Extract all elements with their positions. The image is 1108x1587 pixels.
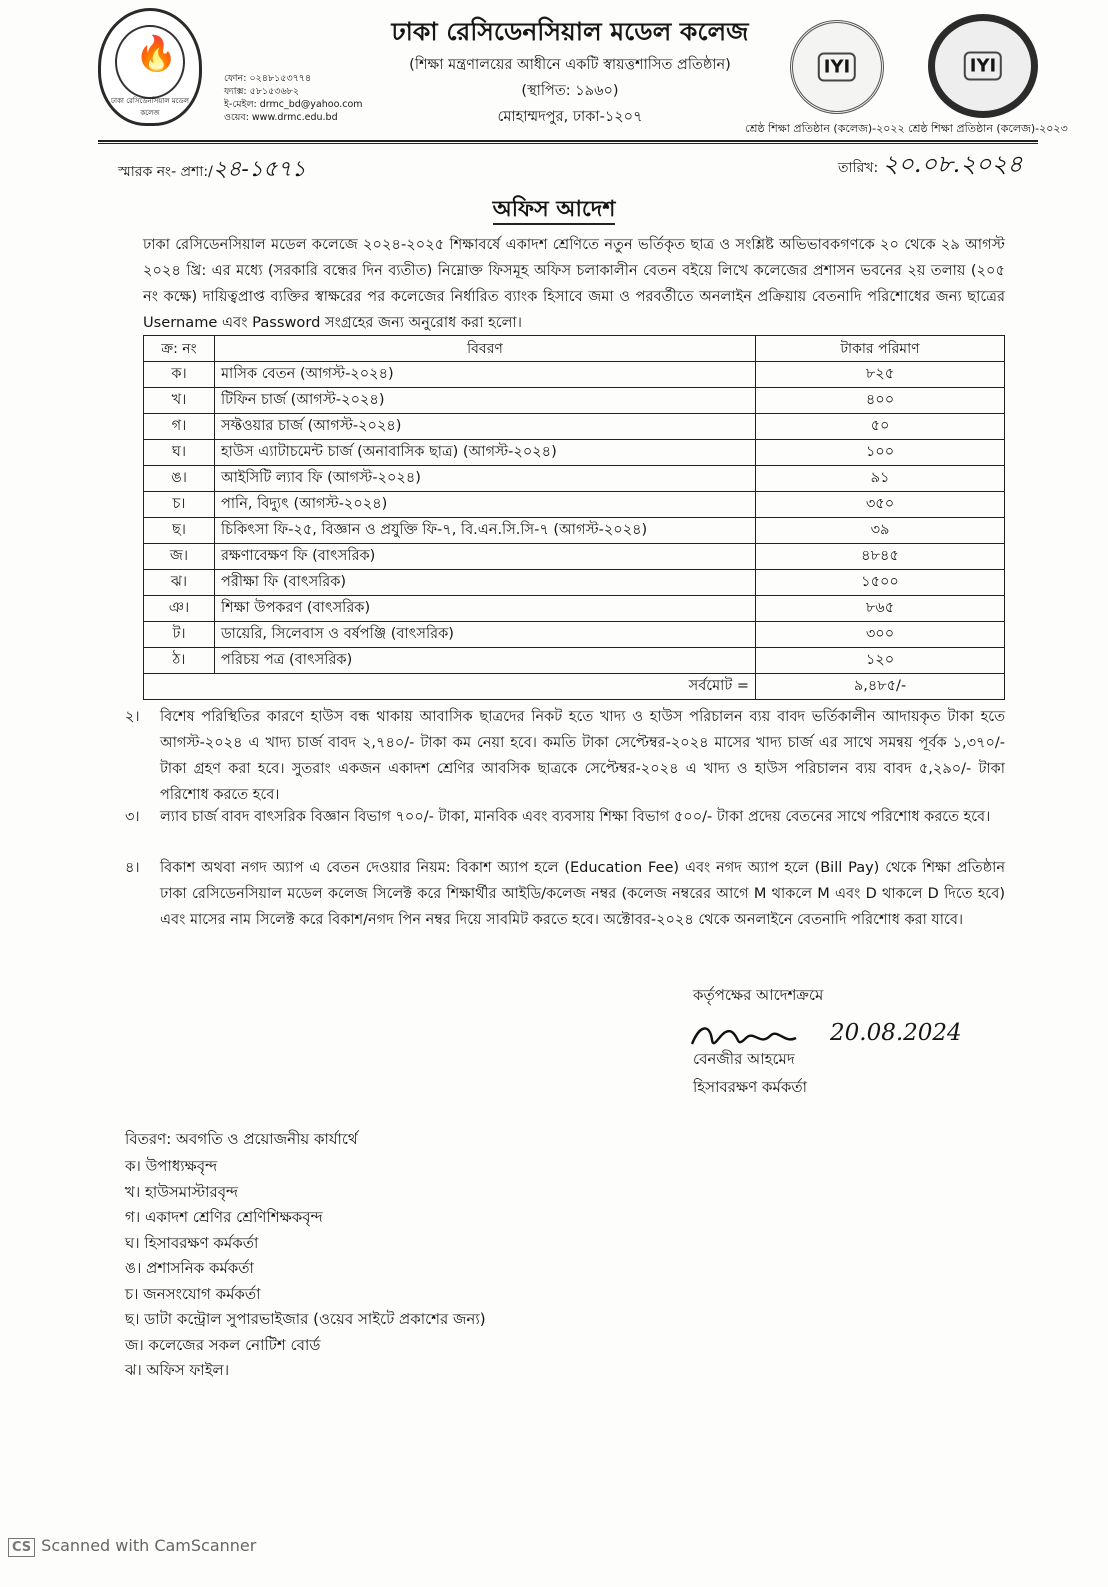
distribution-item: জ। কলেজের সকল নোটিশ বোর্ড: [125, 1335, 321, 1354]
fee-amount: ১০০: [756, 440, 1005, 466]
intro-paragraph: ঢাকা রেসিডেনসিয়াল মডেল কলেজে ২০২৪-২০২৫ শিক্ষাবর্ষে একাদশ শ্রেণিতে নতুন ভর্তিকৃত ছাত্র ও সংশ্লিষ্ট অভিভাবকগণকে ২০ থেকে ২৯ আগস্ট ২০২৪ খ্রি: এর মধ্যে (সরকারি বন্ধের দিন ব্যতীত) নিম্নোক্ত ফিসমূহ অফিস চলাকালীন বেতন বইয়ে লিখে কলেজের প্রশাসন ভবনের ২য় তলায় (২০৫ নং কক্ষে) দায়িত্বপ্রাপ্ত ব্যক্তির স্বাক্ষরের পর কলেজের নির্ধারিত ব্যাংক হিসাবে জমা ও পরবর্তীতে অনলাইন প্রক্রিয়ায় বেতনাদি পরিশোধের জন্য ছাত্রের Username এবং Password সংগ্রহের জন্য অনুরোধ করা হলো।: [143, 236, 1005, 331]
col-serial: ক্র: নং: [144, 336, 215, 362]
distribution-item: ছ। ডাটা কন্ট্রোল সুপারভাইজার (ওয়েব সাইটে প্রকাশের জন্য): [125, 1310, 486, 1328]
signature-date: 20.08.2024: [830, 1020, 962, 1046]
paragraph-number: ৩।: [125, 809, 140, 825]
fee-serial: ঙ।: [144, 466, 215, 492]
distribution-item: ঘ। হিসাবরক্ষণ কর্মকর্তা: [125, 1233, 259, 1252]
fee-description: পরীক্ষা ফি (বাৎসরিক): [215, 570, 756, 596]
fee-amount: ১৫০০: [756, 570, 1005, 596]
paragraph-number: ৪।: [125, 860, 140, 876]
by-order-text: কর্তৃপক্ষের আদেশক্রমে: [693, 986, 824, 1004]
fee-description: চিকিৎসা ফি-২৫, বিজ্ঞান ও প্রযুক্তি ফি-৭, বি.এন.সি.সি-৭ (আগস্ট-২০২৪): [215, 518, 756, 544]
fee-serial: গ।: [144, 414, 215, 440]
college-subtitle: (শিক্ষা মন্ত্রণালয়ের আধীনে একটি স্বায়ত্তশাসিত প্রতিষ্ঠান): [409, 57, 731, 73]
fee-amount: ৯১: [756, 466, 1005, 492]
distribution-item: খ। হাউসমাস্টারবৃন্দ: [125, 1182, 239, 1201]
contact-web: ওয়েব: www.drmc.edu.bd: [224, 112, 338, 123]
fee-row: [144, 648, 1005, 674]
memo-number: ২৪-১৫৭১: [212, 157, 306, 182]
fee-serial: ছ।: [144, 518, 215, 544]
fee-table-header: [144, 336, 1005, 362]
signer-designation: হিসাবরক্ষণ কর্মকর্তা: [693, 1078, 807, 1096]
established-year: (স্থাপিত: ১৯৬০): [521, 83, 619, 99]
fee-serial: ঘ।: [144, 440, 215, 466]
fee-serial: চ।: [144, 492, 215, 518]
col-description: বিবরণ: [215, 336, 756, 362]
award-caption-2022: শ্রেষ্ঠ শিক্ষা প্রতিষ্ঠান (কলেজ)-২০২২: [745, 122, 905, 135]
fee-amount: ৮২৫: [756, 362, 1005, 388]
header-divider-thin: [98, 143, 1038, 144]
fee-description: আইসিটি ল্যাব ফি (আগস্ট-২০২৪): [215, 466, 756, 492]
fee-row: [144, 596, 1005, 622]
distribution-item: ক। উপাধ্যক্ষবৃন্দ: [125, 1157, 218, 1175]
total-amount: ৯,৪৮৫/-: [756, 674, 1005, 700]
fee-table: [143, 335, 1005, 700]
fee-description: শিক্ষা উপকরণ (বাৎসরিক): [215, 596, 756, 622]
paragraph-text: ল্যাব চার্জ বাবদ বাৎসরিক বিজ্ঞান বিভাগ ৭০০/- টাকা, মানবিক এবং ব্যবসায় শিক্ষা বিভাগ ৫০০/- টাকা প্রদেয় বেতনের সাথে পরিশোধ করতে হবে।: [160, 809, 991, 825]
paragraph-number: ২।: [125, 709, 140, 725]
scanner-watermark: [8, 1536, 256, 1557]
fee-description: ডায়েরি, সিলেবাস ও বর্ষপঞ্জি (বাৎসরিক): [215, 622, 756, 648]
fee-serial: ক।: [144, 362, 215, 388]
college-address: মোহাম্মদপুর, ঢাকা-১২০৭: [497, 109, 643, 125]
contact-email: ই-মেইল: drmc_bd@yahoo.com: [224, 99, 363, 110]
fee-row: [144, 544, 1005, 570]
fee-description: টিফিন চার্জ (আগস্ট-২০২৪): [215, 388, 756, 414]
fee-row: [144, 414, 1005, 440]
fee-description: মাসিক বেতন (আগস্ট-২০২৪): [215, 362, 756, 388]
memo-date: [838, 146, 1023, 186]
fee-row: [144, 492, 1005, 518]
fee-row: [144, 388, 1005, 414]
fee-total-row: [144, 674, 1005, 700]
paragraph-text: বিশেষ পরিস্থিতির কারণে হাউস বন্ধ থাকায় আবাসিক ছাত্রদের নিকট হতে খাদ্য ও হাউস পরিচালন ব্যয় বাবদ ভর্তিকালীন আদায়কৃত টাকা হতে আগস্ট-২০২৪ এ খাদ্য চার্জ বাবদ ২,৭৪০/- টাকা কম নেয়া হবে। কমতি টাকা সেপ্টেম্বর-২০২৪ মাসের খাদ্য চার্জ এর সাথে সমন্বয় পূর্বক ১,৩৭০/- টাকা গ্রহণ করা হবে। সুতরাং একজন একাদশ শ্রেণির আবসিক ছাত্রকে সেপ্টেম্বর-২০২৪ এ খাদ্য ও হাউস পরিচালন ব্যয় বাবদ ৫,২৯০/- টাকা পরিশোধ করতে হবে।: [160, 709, 1005, 803]
fee-description: পানি, বিদ্যুৎ (আগস্ট-২০২৪): [215, 492, 756, 518]
date-label: তারিখ:: [838, 160, 879, 176]
fee-serial: জ।: [144, 544, 215, 570]
camscanner-icon: CS: [8, 1538, 35, 1557]
memo-reference: [118, 152, 306, 189]
fee-description: পরিচয় পত্র (বাৎসরিক): [215, 648, 756, 674]
fee-row: [144, 466, 1005, 492]
fee-amount: ৮৬৫: [756, 596, 1005, 622]
fee-amount: ৩০০: [756, 622, 1005, 648]
distribution-item: ঙ। প্রশাসনিক কর্মকর্তা: [125, 1259, 254, 1277]
date-value: ২০.০৮.২০২৪: [882, 150, 1023, 178]
contact-info: [224, 72, 363, 124]
paragraph-2: [125, 704, 1005, 808]
fee-serial: ঝ।: [144, 570, 215, 596]
distribution-item: ঝ। অফিস ফাইল।: [125, 1361, 230, 1379]
paragraph-text: বিকাশ অথবা নগদ অ্যাপ এ বেতন দেওয়ার নিয়ম: বিকাশ অ্যাপ হলে (Education Fee) এবং নগদ অ্যাপ হলে (Bill Pay) থেকে শিক্ষা প্রতিষ্ঠান ঢাকা রেসিডেনসিয়াল মডেল কলেজ সিলেক্ট করে শিক্ষার্থীর আইডি/কলেজ নম্বর (কলেজ নম্বরের আগে M থাকলে M এবং D থাকলে D দিতে হবে) এবং মাসের নাম সিলেক্ট করে বিকাশ/নগদ পিন নম্বর দিয়ে সাবমিট করতে হবে। অক্টোবর-২০২৪ থেকে অনলাইনে বেতনাদি পরিশোধ করা যাবে।: [160, 860, 1005, 928]
memo-label: স্মারক নং- প্রশা:/: [118, 164, 213, 180]
distribution-item: গ। একাদশ শ্রেণির শ্রেণিশিক্ষকবৃন্দ: [125, 1208, 323, 1226]
fee-row: [144, 440, 1005, 466]
fee-row: [144, 518, 1005, 544]
fee-amount: ৫০: [756, 414, 1005, 440]
fee-amount: ৪৮৪৫: [756, 544, 1005, 570]
signer-name: বেনজীর আহমেদ: [693, 1050, 795, 1068]
page-title: [0, 192, 1108, 229]
scanner-text: Scanned with CamScanner: [41, 1536, 257, 1555]
award-seal-2023: IYI: [928, 14, 1038, 118]
paragraph-4: [125, 855, 1005, 933]
paragraph-3: [125, 804, 1005, 830]
college-name: ঢাকা রেসিডেনসিয়াল মডেল কলেজ: [391, 17, 749, 46]
fee-row: [144, 570, 1005, 596]
award-seal-2022: IYI: [790, 20, 884, 114]
fee-amount: ১২০: [756, 648, 1005, 674]
contact-phone: ফোন: ০২৪৮১৫৩৭৭৪: [224, 73, 312, 84]
total-label: সর্বমোট =: [144, 674, 756, 700]
award-caption-2023: শ্রেষ্ঠ শিক্ষা প্রতিষ্ঠান (কলেজ)-২০২৩: [908, 122, 1068, 135]
fee-serial: ঞ।: [144, 596, 215, 622]
fee-serial: ঠ।: [144, 648, 215, 674]
header-divider: [98, 140, 1038, 142]
distribution-label: বিতরণ: অবগতি ও প্রয়োজনীয় কার্যার্থে: [125, 1130, 358, 1148]
title-text: অফিস আদেশ: [493, 197, 616, 225]
col-amount: টাকার পরিমাণ: [756, 336, 1005, 362]
fee-row: [144, 622, 1005, 648]
fee-description: রক্ষণাবেক্ষণ ফি (বাৎসরিক): [215, 544, 756, 570]
fee-description: সফ্টওয়ার চার্জ (আগস্ট-২০২৪): [215, 414, 756, 440]
fee-amount: ৩৯: [756, 518, 1005, 544]
torch-icon: 🔥: [135, 34, 178, 74]
distribution-item: চ। জনসংযোগ কর্মকর্তা: [125, 1284, 261, 1303]
contact-fax: ফ্যাক্স: ৫৮১৫৩৬৮২: [224, 86, 300, 97]
college-logo: [98, 8, 202, 126]
fee-serial: খ।: [144, 388, 215, 414]
fee-amount: ৩৫০: [756, 492, 1005, 518]
fee-description: হাউস এ্যাটাচমেন্ট চার্জ (অনাবাসিক ছাত্র) (আগস্ট-২০২৪): [215, 440, 756, 466]
fee-row: [144, 362, 1005, 388]
fee-amount: ৪০০: [756, 388, 1005, 414]
fee-serial: ট।: [144, 622, 215, 648]
logo-caption: ঢাকা রেসিডেনসিয়াল মডেল কলেজ: [111, 97, 189, 117]
